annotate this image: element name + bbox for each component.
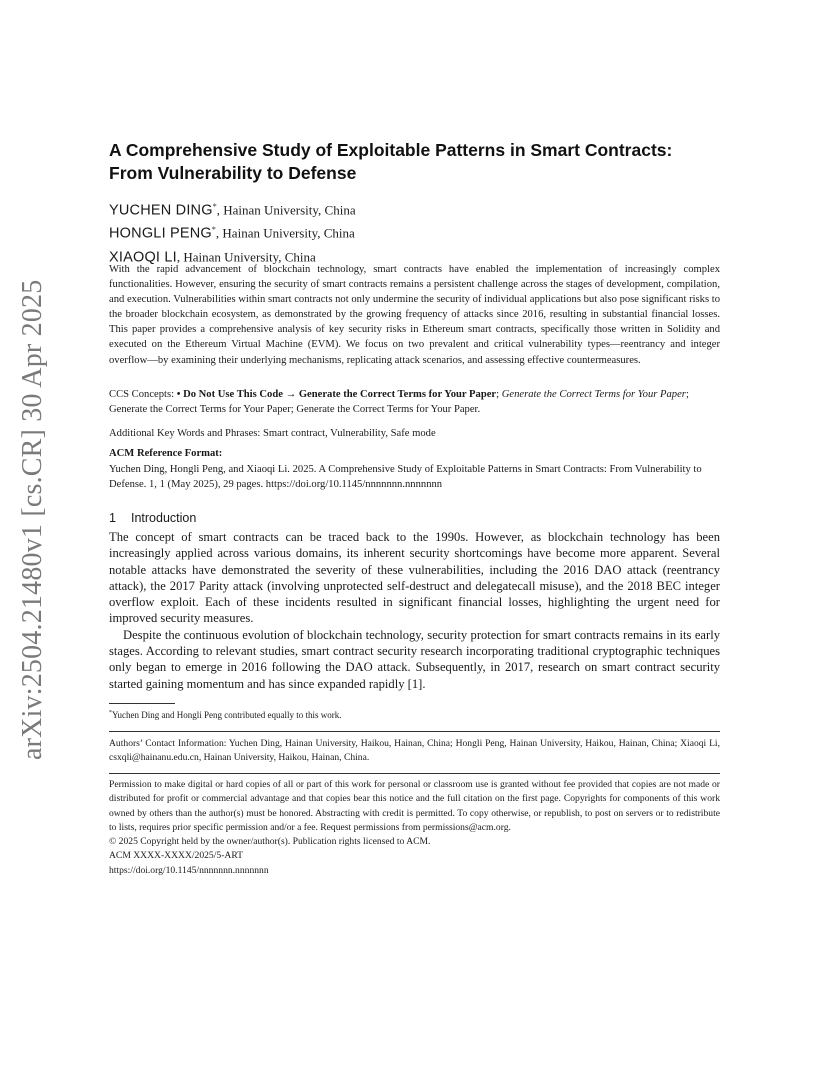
ccs-separator: ; <box>496 389 502 400</box>
acm-reference-heading: ACM Reference Format: <box>109 448 223 459</box>
permission-notice <box>109 778 720 878</box>
issn-line: ACM XXXX-XXXX/2025/5-ART <box>109 850 243 862</box>
author-affiliation: , Hainan University, China <box>215 225 355 241</box>
paper-title <box>109 139 720 185</box>
author-name: XIAOQI LI <box>109 248 177 265</box>
author-affiliation: , Hainan University, China <box>216 202 356 218</box>
divider <box>109 773 720 774</box>
divider <box>109 731 720 732</box>
title-line-2: From Vulnerability to Defense <box>109 163 357 183</box>
title-line-1: A Comprehensive Study of Exploitable Patterns in Smart Contracts: <box>109 140 673 160</box>
arxiv-identifier: arXiv:2504.21480v1 [cs.CR] 30 Apr 2025 <box>17 279 48 760</box>
acm-reference-text: Yuchen Ding, Hongli Peng, and Xiaoqi Li. 2025. A Comprehensive Study of Exploitable Patterns in Smart Contracts: From Vulnerability to Defense. 1, 1 (May 2025), 29 pages. https://doi.org/10.1145/nnnnnnn.nnnnnnn <box>109 464 702 491</box>
author-name: YUCHEN DING <box>109 202 213 219</box>
author-affiliation: , Hainan University, China <box>176 248 316 264</box>
section-title: Introduction <box>131 511 197 525</box>
copyright-line: © 2025 Copyright held by the owner/author(s). Publication rights licensed to ACM. <box>109 836 431 848</box>
section-heading <box>109 510 720 527</box>
ccs-concepts <box>109 387 720 417</box>
abstract: With the rapid advancement of blockchain technology, smart contracts have enabled the implementation of increasingly complex functionalities. However, ensuring the security of smart contracts remains a persistent challenge across the stages of development, compilation, and execution. Vulnerabilities within smart contracts not only undermine the security of individual applications but also pose significant risks to the broader blockchain ecosystem, as demonstrated by the growing frequency of attacks since 2016, resulting in substantial financial losses. This paper provides a comprehensive analysis of key security risks in Ethereum smart contracts, specifically those written in Solidity and executed on the Ethereum Virtual Machine (EVM). We focus on two prevalent and critical vulnerability types—reentrancy and integer overflow—by examining their underlying mechanisms, replicating attack scenarios, and assessing effective countermeasures. <box>109 264 720 366</box>
contact-information: Authors’ Contact Information: Yuchen Ding, Hainan University, Haikou, Hainan, China; Hongli Peng, Hainan University, Haikou, Hainan, China; Xiaoqi Li, csxqli@hainanu.edu.cn, Hainan University, Haikou, Hainan, China. <box>109 738 720 764</box>
paragraph: Despite the continuous evolution of blockchain technology, security protection for smart contracts remains in its early stages. According to relevant studies, smart contract security research incorporating traditional cryptographic techniques only began to emerge in 2016 following the DAO attack. Subsequently, in 2017, research on smart contract security started gaining momentum and has since expanded rapidly [1]. <box>109 627 720 691</box>
footnote <box>109 707 720 722</box>
author-mark: * <box>211 225 216 235</box>
section-number: 1 <box>109 511 116 525</box>
keywords: Additional Key Words and Phrases: Smart contract, Vulnerability, Safe mode <box>109 428 436 439</box>
introduction-body <box>109 529 720 692</box>
footnote-divider <box>109 703 175 704</box>
paragraph: The concept of smart contracts can be traced back to the 1990s. However, as blockchain technology has been increasingly applied across various domains, its inherent security shortcomings have become more apparent. Several notable attacks have demonstrated the severity of these vulnerabilities, including the 2016 DAO attack (reentrancy attack), the 2017 Parity attack (involving unprotected self-destruct and delegatecall misuse), and the 2018 BEC integer overflow exploit. Each of these incidents resulted in significant financial losses, highlighting the urgent need for improved security measures. <box>109 530 720 626</box>
author-list <box>109 197 720 267</box>
ccs-bullet: • <box>176 389 184 400</box>
footnote-text: Yuchen Ding and Hongli Peng contributed equally to this work. <box>112 710 342 720</box>
ccs-italic-term: Generate the Correct Terms for Your Paper <box>501 389 686 400</box>
author-line <box>109 220 720 243</box>
permission-text: Permission to make digital or hard copies of all or part of this work for personal or classroom use is granted without fee provided that copies are not made or distributed for profit or commercial advantage and that copies bear this notice and the full citation on the first page. Copyrights for components of this work owned by others than the author(s) must be honored. Abstracting with credit is permitted. To copy otherwise, or republish, to post on servers or to redistribute to lists, requires prior specific permission and/or a fee. Request permissions from permissions@acm.org. <box>109 779 720 833</box>
ccs-label: CCS Concepts: <box>109 389 177 400</box>
doi-link[interactable]: https://doi.org/10.1145/nnnnnnn.nnnnnnn <box>109 864 269 876</box>
author-name: HONGLI PENG <box>109 225 212 242</box>
ccs-bold-term: Do Not Use This Code → Generate the Correct Terms for Your Paper <box>183 389 497 400</box>
author-mark: * <box>212 202 217 211</box>
author-line <box>109 197 720 220</box>
footnote-mark: * <box>109 710 112 716</box>
ccs-rest: ; Generate the Correct Terms for Your Paper; Generate the Correct Terms for Your Paper. <box>109 389 689 416</box>
